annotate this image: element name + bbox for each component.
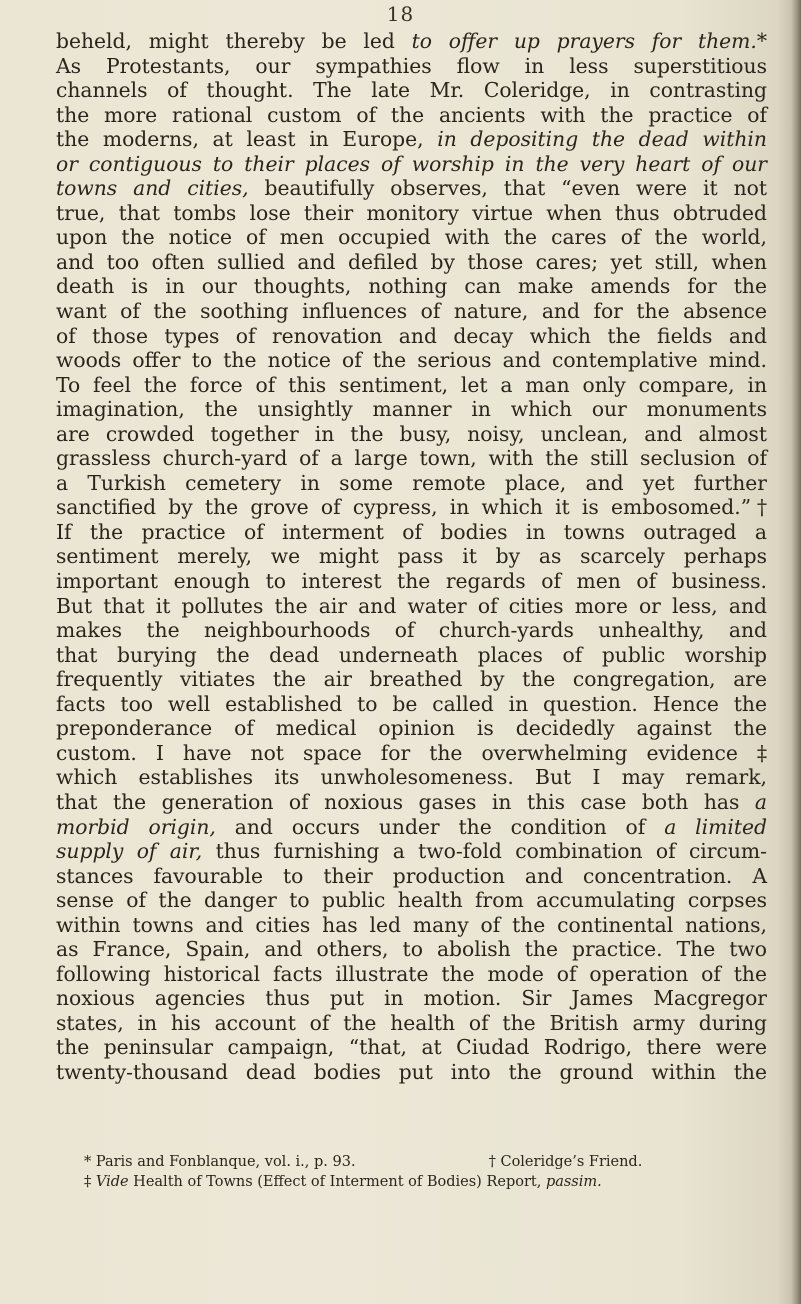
text-line: stances favourable to their production and concentration. A [56, 863, 767, 888]
text-line: following historical facts illustrate the mode of operation of the [56, 961, 767, 986]
text-line-32: that the generation of noxious gases in this case both has a [56, 789, 767, 814]
text-line: sense of the danger to public health from accumulating corpses [56, 888, 767, 913]
text-line: that burying the dead underneath places of public worship [56, 642, 767, 667]
text-line: But that it pollutes the air and water of cities more or less, and [56, 593, 767, 618]
footnote-star: * Paris and Fonblanque, vol. i., p. 93. [84, 1154, 356, 1170]
footnote-line-2 [84, 1172, 714, 1192]
text-line: within towns and cities has led many of the continental nations, [56, 912, 767, 937]
text-line-6: or contiguous to their places of worship in the very heart of our [56, 151, 767, 176]
text-line-33: morbid origin, and occurs under the condition of a limited [56, 814, 768, 839]
text-line: true, that tombs lose their monitory virtue when thus obtruded [56, 200, 767, 225]
footnote-dagger: † Coleridge’s Friend. [488, 1154, 643, 1170]
text-line: important enough to interest the regards of men of business. [56, 569, 767, 594]
text-line: To feel the force of this sentiment, let a man only compare, in [56, 372, 767, 397]
text-line: and too often sullied and defiled by those cares; yet still, when [56, 249, 767, 274]
text-line: states, in his account of the health of the British army during [56, 1010, 767, 1035]
footnote-line-1 [84, 1152, 714, 1172]
text-line: If the practice of interment of bodies in towns outraged a [56, 519, 767, 544]
text-line: sentiment merely, we might pass it by as scarcely perhaps [56, 544, 767, 569]
text-line: death is in our thoughts, nothing can make amends for the [56, 274, 767, 299]
text-line: woods offer to the notice of the serious and contemplative mind. [56, 348, 767, 373]
text-line-5: the moderns, at least in Europe, in depositing the dead within [56, 127, 767, 152]
text-line: want of the soothing influences of nature, and for the absence [56, 299, 767, 324]
text-line: of those types of renovation and decay which the fields and [56, 323, 767, 348]
text-line: grassless church-yard of a large town, with the still seclusion of [56, 446, 767, 471]
text-line: which establishes its unwholesomeness. But I may remark, [56, 765, 767, 790]
footnotes [84, 1152, 714, 1192]
text-line: makes the neighbourhoods of church-yards unhealthy, and [56, 618, 767, 643]
text-line: preponderance of medical opinion is decidedly against the [56, 716, 767, 741]
text-line-7: towns and cities, beautifully observes, that “even were it not [56, 176, 768, 201]
footnote-ddagger-visible: ‡ Vide Health of Towns (Effect of Interment of Bodies) Report, passim. [84, 1174, 602, 1190]
text-line: upon the notice of men occupied with the cares of the world, [56, 225, 767, 250]
text-line: As Protestants, our sympathies flow in less superstitious [56, 53, 767, 78]
text-line: frequently vitiates the air breathed by the congregation, are [56, 667, 767, 692]
text-line: the peninsular campaign, “that, at Ciudad Rodrigo, there were [56, 1035, 767, 1060]
text-line: noxious agencies thus put in motion. Sir James Macgregor [56, 986, 767, 1011]
page-edge-shadow [791, 0, 801, 1304]
text-line-1: beheld, might thereby be led to offer up prayers for them.* [56, 29, 767, 53]
page-number: 18 [386, 2, 415, 26]
text-line: sanctified by the grove of cypress, in which it is embosomed.”† [56, 495, 767, 520]
text-line-34: supply of air, thus furnishing a two-fold combination of circum- [56, 839, 767, 864]
text-line: are crowded together in the busy, noisy, unclean, and almost [56, 421, 767, 446]
text-line: a Turkish cemetery in some remote place, and yet further [56, 470, 767, 495]
body-text [56, 29, 767, 1085]
text-line: as France, Spain, and others, to abolish the practice. The two [56, 937, 767, 962]
text-line: facts too well established to be called in question. Hence the [56, 691, 767, 716]
text-line: twenty-thousand dead bodies put into the ground within the [56, 1059, 767, 1084]
text-line: the more rational custom of the ancients with the practice of [56, 102, 767, 127]
text-line: channels of thought. The late Mr. Coleridge, in contrasting [56, 78, 767, 103]
text-line: imagination, the unsightly manner in which our monuments [56, 397, 767, 422]
text-line: custom. I have not space for the overwhelming evidence ‡ [56, 740, 767, 765]
